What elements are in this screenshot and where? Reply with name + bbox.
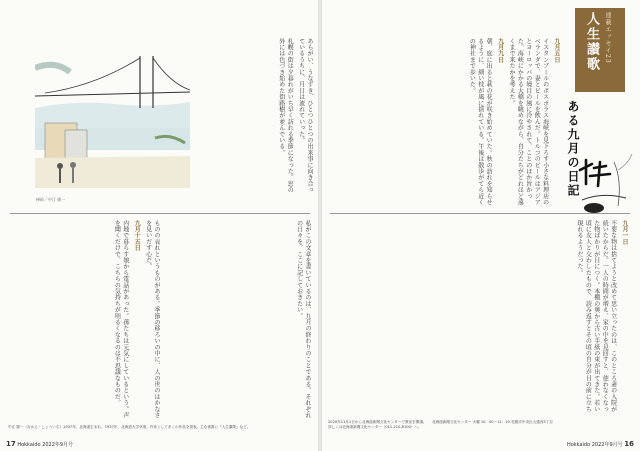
section-text: 内地で暮らす娘から電話があった。孫たちは元気にしているという。声を聞くだけで、こちらの気持ちが明るくなるのは不思議なものだ。: [113, 220, 129, 419]
section-text: イスタンブールのボスポラス海峡を見下ろす小さな料理店のベランダで、妻とビールを飲んだ。トルコのビールはアジアとヨーロッパの境目の風に冷やされて、ことのほか旨かった。海峡にかかる大橋を眺めながら、自分たちがどれほど遠くまで来たかを考えた。: [507, 38, 549, 206]
paragraph: ものの哀れというものがある。季節の移ろいの中に、人の世のはかなさを見いだす心だ。: [144, 220, 160, 419]
section-date: 九月九日: [496, 38, 504, 63]
paragraph: あらがい、うなずき、ひとつひとつの出来事に向き合っているうちに、月日は流れていった。: [297, 38, 313, 193]
left-lower-columns-b: [163, 220, 311, 420]
bosphorus-bridge-illustration: [35, 38, 190, 188]
divider: [330, 213, 630, 214]
essay-title: ある九月の日記: [566, 100, 580, 198]
illustration-credit: 挿絵／中江 勝一: [36, 197, 66, 202]
left-page-number: 17 Hokkaido 2022年9月号: [6, 440, 74, 448]
series-title: 人生讃歌: [584, 12, 599, 72]
section-date: 九月十五日: [133, 220, 141, 251]
author-bio: 中江 勝一（なかえ・しょういち）1937年、北海道生まれ。1957年、北海道大学卒業。作家として多くの作品を発表。主な著書に『人生讃歌』など。: [8, 425, 251, 429]
left-lower-columns-a: [10, 220, 160, 420]
left-upper-columns: [205, 38, 313, 198]
right-lower-columns: [330, 220, 628, 415]
series-label: 連載エッセイ23: [604, 12, 611, 64]
class-info: 2020年11月1日から北海道新聞文化センターで教室を開講。詳しくは北海道新聞文化センター（011-210-8100）へ。: [328, 420, 427, 429]
right-upper-columns: [330, 38, 560, 208]
center-info: 北海道新聞文化センター 火曜 10：00〜11：20 札幌市中央区大通西3丁目: [432, 420, 553, 424]
paragraph: 札幌の街は夕暮れがいち早く訪れる季節になった。窓の外には色づき始めた街路樹が並んでいる。: [277, 38, 294, 193]
section-text: 不要な物は捨てようと改めて思い立ったのは、このところ妻の入院が続いたからだ。一人の時間が増え、家の中を見回すと、使わなくなった物ばかりが目につく。本棚の奥から古い手紙の束が出てきた。若い頃に友人と交わしたもので、読み返すとその頃の自分が目の前に立ち現れるようだった。: [575, 220, 617, 413]
divider: [10, 213, 310, 214]
right-page-number: Hokkaido 2022年9月号 16: [566, 440, 634, 448]
section-date: 九月五日: [553, 38, 560, 63]
signature-ink-illustration: [572, 150, 634, 220]
section-text: 朝、庭に出ると萩の花が咲き始めていた。秋の訪れを知らせるように、細い枝が風に揺れている。午後は散歩がてら近くの神社まで歩いた。: [468, 38, 493, 206]
paragraph: 私がこの文章を書いているのは、九月の終わりのことである。それぞれの日々を、ここに記しておきたい。: [295, 220, 311, 419]
section-date: 九月一日: [621, 220, 628, 245]
